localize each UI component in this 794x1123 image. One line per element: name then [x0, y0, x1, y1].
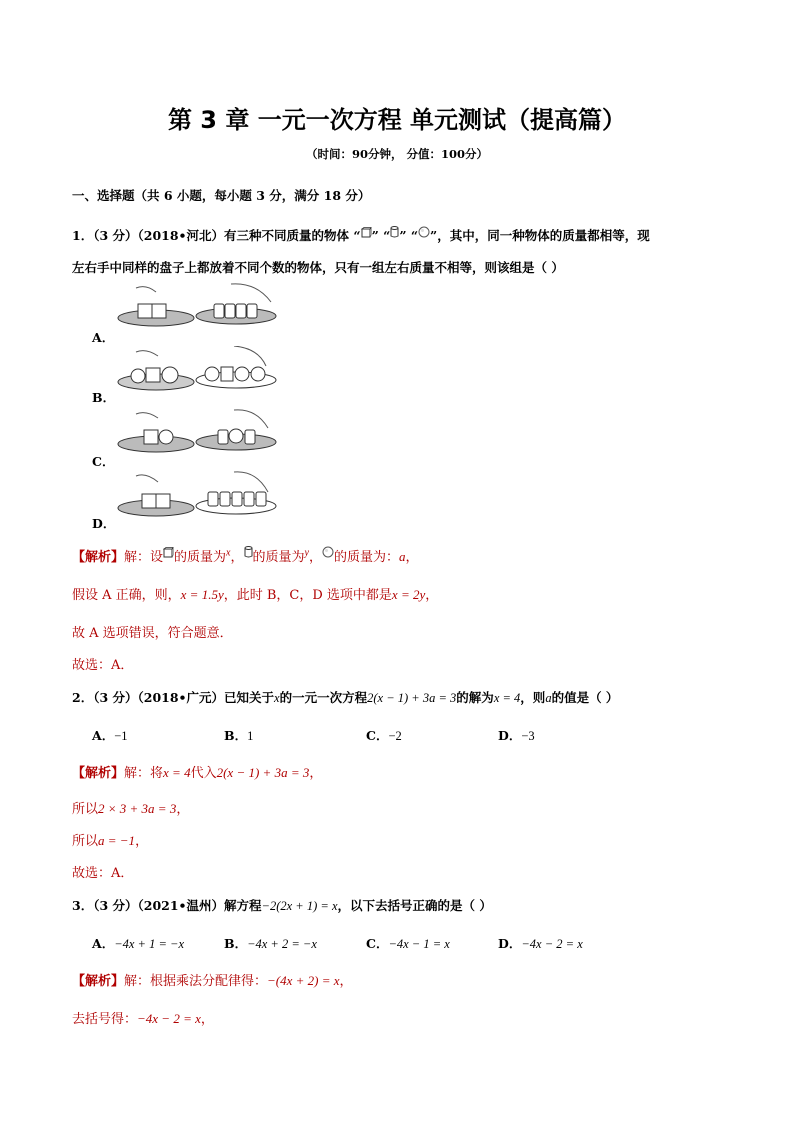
q2-option-d[interactable]: D．−3	[498, 728, 535, 743]
q2-solution-line-1	[72, 762, 322, 781]
formula: 2 × 3 + 3a = 3	[98, 801, 177, 816]
solution-text: ，	[176, 802, 190, 817]
q2-text: 的值是（ ）	[551, 690, 619, 705]
q2-option-b[interactable]: B．1	[224, 728, 254, 743]
question-1-line-2: 左右手中同样的盘子上都放着不同个数的物体，只有一组左右质量不相等，则该组是（ ）	[72, 260, 564, 275]
q1-text: ”，其中，同一种物体的质量都相等，现	[430, 228, 650, 243]
formula: a = −1	[98, 833, 136, 848]
q1-solution-line-2	[72, 584, 438, 603]
solution-text: 解：将	[124, 766, 164, 781]
sphere-icon	[322, 546, 334, 558]
q2-solution-line-3	[72, 830, 148, 849]
var-a: a	[399, 549, 406, 564]
exam-info: （时间：90分钟， 分值：100分）	[305, 147, 488, 161]
formula: 2(x − 1) + 3a = 3	[367, 691, 457, 705]
option-a-image	[116, 282, 278, 332]
solution-text: 所以	[72, 834, 99, 849]
formula: x = 2y	[391, 587, 426, 602]
formula: x = 1.5y	[180, 587, 224, 602]
question-2-text	[72, 688, 618, 706]
option-d-label[interactable]: D．	[92, 516, 116, 531]
q3-option-d[interactable]: D．−4x − 2 = x	[498, 936, 583, 951]
var-a: a	[545, 691, 552, 705]
option-a-label[interactable]: A．	[92, 330, 115, 345]
solution-text: ，	[309, 766, 323, 781]
q1-text: 1．（3 分）（2018•河北）有三种不同质量的物体 “	[72, 228, 361, 243]
option-c-image	[116, 408, 278, 458]
q2-solution-line-2	[72, 798, 189, 817]
solution-text: 的质量为	[174, 550, 227, 565]
var-x: x	[274, 691, 280, 705]
q2-text: 的一元一次方程	[279, 690, 368, 705]
option-b-image	[116, 346, 278, 396]
solution-text: 解：设	[124, 550, 164, 565]
cube-icon	[361, 227, 372, 238]
q2-text: ，则	[520, 690, 546, 705]
cube-icon	[163, 547, 174, 558]
solution-text: ，	[200, 1012, 214, 1027]
formula: −2(2x + 1) = x	[261, 899, 338, 913]
option-c-label[interactable]: C．	[92, 454, 115, 469]
q1-solution-line-3: 故 A 选项错误，符合题意．	[72, 626, 233, 641]
q3-option-b[interactable]: B．−4x + 2 = −x	[224, 936, 317, 951]
solution-text: 去括号得：	[72, 1012, 138, 1027]
solution-text: 代入	[190, 766, 217, 781]
solution-text: 的质量为	[252, 550, 305, 565]
q3-option-c[interactable]: C．−4x − 1 = x	[366, 936, 450, 951]
formula: x = 4	[163, 765, 191, 780]
cylinder-icon	[244, 546, 253, 558]
question-3-text	[72, 896, 492, 914]
sphere-icon	[418, 226, 430, 238]
page-title: 第 3 章 一元一次方程 单元测试（提高篇）	[167, 106, 627, 134]
q1-text: ” “	[399, 228, 419, 243]
solution-tag: 【解析】	[72, 974, 125, 989]
section-heading: 一、选择题（共 6 小题，每小题 3 分，满分 18 分）	[72, 188, 371, 203]
q2-text: 的解为	[456, 690, 494, 705]
solution-text: ，	[308, 550, 322, 565]
solution-text: ，	[135, 834, 149, 849]
solution-text: ，	[425, 588, 439, 603]
q3-option-a[interactable]: A．−4x + 1 = −x	[92, 936, 185, 951]
solution-tag: 【解析】	[72, 550, 125, 565]
formula: 2(x − 1) + 3a = 3	[216, 765, 310, 780]
solution-text: 所以	[72, 802, 99, 817]
solution-text: ，此时 B，C，D 选项中都是	[223, 588, 392, 603]
q1-text: ” “	[371, 228, 391, 243]
solution-text: 的质量为：	[334, 550, 400, 565]
cylinder-icon	[390, 226, 399, 238]
formula: x = 4	[493, 691, 521, 705]
q3-text: 3．（3 分）（2021•温州）解方程	[72, 898, 262, 913]
var-x: x	[226, 547, 231, 559]
q1-final-answer: 故选：A．	[72, 658, 134, 673]
var-y: y	[304, 547, 309, 559]
solution-text: ，	[405, 550, 419, 565]
solution-tag: 【解析】	[72, 766, 125, 781]
option-d-image	[116, 470, 278, 522]
solution-text: 假设 A 正确，则，	[72, 588, 181, 603]
q3-solution-line-1	[72, 970, 353, 989]
q2-option-c[interactable]: C．−2	[366, 728, 402, 743]
q2-text: 2．（3 分）（2018•广元）已知关于	[72, 690, 275, 705]
question-1-line-1	[72, 226, 650, 244]
option-b-label[interactable]: B．	[92, 390, 116, 405]
q3-text: ，以下去括号正确的是（ ）	[337, 898, 492, 913]
q3-solution-line-2	[72, 1008, 214, 1027]
formula: −(4x + 2) = x	[267, 973, 340, 988]
formula: −4x − 2 = x	[137, 1011, 201, 1026]
q2-final-answer: 故选：A．	[72, 866, 134, 881]
q2-option-a[interactable]: A．−1	[92, 728, 128, 743]
solution-text: ，	[339, 974, 353, 989]
solution-text: 解：根据乘法分配律得：	[124, 974, 268, 989]
solution-text: ，	[230, 550, 244, 565]
q1-solution-line-1	[72, 546, 419, 565]
